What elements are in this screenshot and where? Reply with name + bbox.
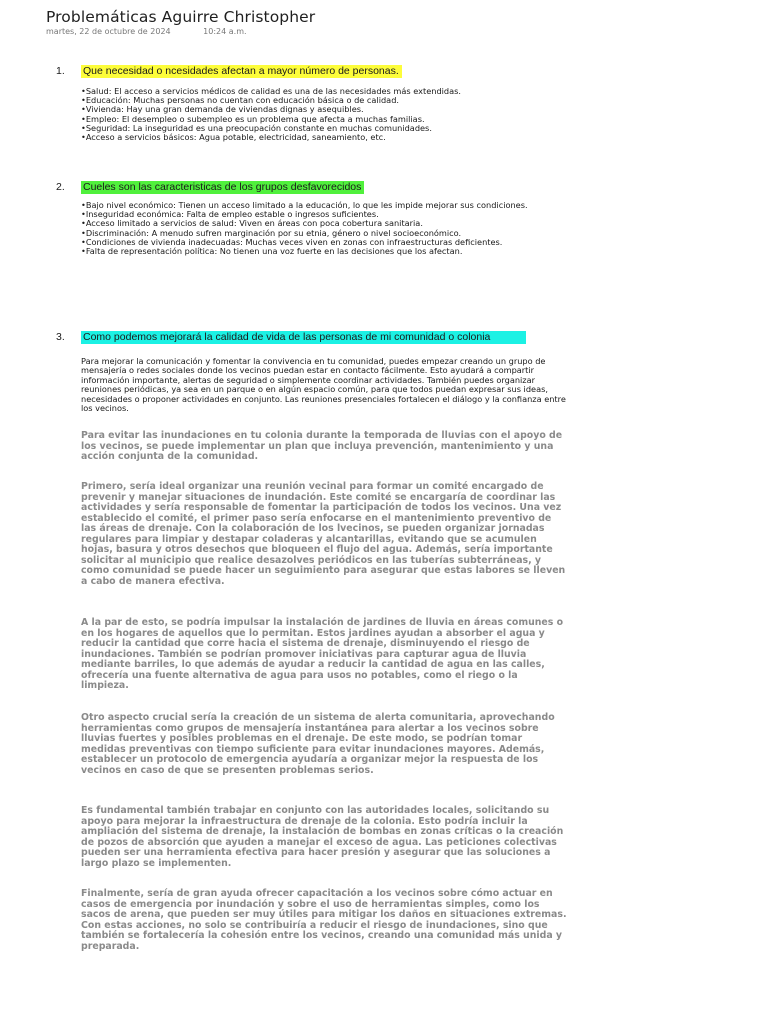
- list-item: •Inseguridad económica: Falta de empleo estable o ingresos suficientes.: [81, 209, 379, 220]
- answer-paragraph: Es fundamental también trabajar en conjunto con las autoridades locales, solicitando su apoyo para mejorar la infraestructura de drenaje de la colonia. Esto podría incluir la ampliación del sistema de drenaje, la instalación de bombas en zonas críticas o la creación de pozos de absorción que ayuden a manejar el exceso de agua. Las peticiones colectivas pueden ser una herramienta efectiva para hacer presión y asegurar que las soluciones a largo plazo se implementen.: [81, 805, 564, 869]
- question-1-text: Que necesidad o ncesidades afectan a mayor número de personas.: [81, 65, 402, 78]
- answer-paragraph: Para evitar las inundaciones en tu colonia durante la temporada de lluvias con el apoyo de los vecinos, se puede implementar un plan que incluya prevención, mantenimiento y una acción conjunta de la comunidad.: [81, 430, 563, 462]
- list-item: •Condiciones de vivienda inadecuadas: Muchas veces viven en zonas con infraestructuras deficientes.: [81, 236, 503, 247]
- question-3-intro: Para mejorar la comunicación y fomentar la convivencia en tu comunidad, puedes empezar creando un grupo de mensajería o redes sociales donde los vecinos puedan estar en contacto fácilmente. Esto ayudará a compartir información importante, alertas de seguridad o simplemente coordinar actividades. También puedes organizar reuniones periódicas, ya sea en un parque o en algún espacio común, para que todos puedan expresar sus ideas, necesidades o proponer actividades en conjunto. Las reuniones presenciales fortalecen el diálogo y la confianza entre los vecinos.: [81, 356, 566, 414]
- note-time: 10:24 a.m.: [203, 27, 247, 36]
- note-title[interactable]: Problemáticas Aguirre Christopher: [46, 8, 316, 26]
- list-item: •Falta de representación política: No tienen una voz fuerte en las decisiones que los afectan.: [81, 246, 463, 257]
- answer-paragraph: Otro aspecto crucial sería la creación de un sistema de alerta comunitaria, aprovechando herramientas como grupos de mensajería instantánea para alertar a los vecinos sobre lluvias fuertes y posibles problemas en el drenaje. De este modo, se podrían tomar medidas preventivas con tiempo suficiente para evitar inundaciones mayores. Además, establecer un protocolo de emergencia ayudaría a organizar mejor la respuesta de los vecinos en caso de que se presenten problemas serios.: [81, 712, 555, 776]
- question-3-number: 3.: [56, 331, 65, 343]
- answer-paragraph: Primero, sería ideal organizar una reunión vecinal para formar un comité encargado de prevenir y manejar situaciones de inundación. Este comité se encargaría de coordinar las actividades y sería responsable de fomentar la participación de todos los vecinos. Una vez establecido el comité, el primer paso sería enfocarse en el mantenimiento preventivo de las áreas de drenaje. Con la colaboración de los lvecinos, se pueden organizar jornadas regulares para limpiar y destapar coladeras y alcantarillas, evitando que se acumulen hojas, basura y otros desechos que bloqueen el flujo del agua. Además, sería importante solicitar al municipio que realice desazolves periódicos en las tuberías subterráneas, y como comunidad se puede hacer un seguimiento para asegurar que estas labores se lleven a cabo de manera efectiva.: [81, 481, 566, 587]
- list-item: •Vivienda: Hay una gran demanda de viviendas dignas y asequibles.: [81, 104, 364, 115]
- question-2-number: 2.: [56, 181, 65, 193]
- list-item: •Seguridad: La inseguridad es una preocupación constante en muchas comunidades.: [81, 122, 432, 133]
- question-3-heading[interactable]: [56, 331, 556, 344]
- list-item: •Salud: El acceso a servicios médicos de calidad es una de las necesidades más extendidas.: [81, 86, 462, 96]
- list-item: •Educación: Muchas personas no cuentan con educación básica o de calidad.: [81, 95, 399, 106]
- list-item: •Acceso limitado a servicios de salud: Viven en áreas con poca cobertura sanitaria.: [81, 218, 423, 229]
- question-1-list: [81, 87, 566, 142]
- question-2-heading[interactable]: [56, 181, 364, 194]
- question-2-list: [81, 201, 566, 256]
- note-date: martes, 22 de octubre de 2024: [46, 27, 171, 36]
- answer-paragraph: A la par de esto, se podría impulsar la instalación de jardines de lluvia en áreas comunes o en los hogares de aquellos que lo permitan. Estos jardines ayudan a absorber el agua y reducir la cantidad que corre hacia el sistema de drenaje, disminuyendo el riesgo de inundaciones. También se podrían promover iniciativas para capturar agua de lluvia mediante barriles, lo que además de ayudar a reducir la cantidad de agua en las calles, ofrecería una fuente alternativa de agua para usos no potables, como el riego o la limpieza.: [81, 617, 564, 691]
- list-item: •Bajo nivel económico: Tienen un acceso limitado a la educación, lo que les impide mejorar sus condiciones.: [81, 200, 528, 210]
- note-meta: [46, 27, 247, 36]
- list-item: •Discriminación: A menudo sufren marginación por su etnia, género o nivel socioeconómico.: [81, 227, 462, 238]
- question-2-text: Cueles son las caracteristicas de los grupos desfavorecidos: [81, 181, 364, 194]
- question-1-heading[interactable]: [56, 65, 402, 78]
- question-1-number: 1.: [56, 65, 65, 77]
- answer-paragraph: Finalmente, sería de gran ayuda ofrecer capacitación a los vecinos sobre cómo actuar en casos de emergencia por inundación y sobre el uso de herramientas simples, como los sacos de arena, que pueden ser muy útiles para mitigar los daños en situaciones extremas. Con estas acciones, no solo se contribuiría a reducir el riesgo de inundaciones, sino que también se fortalecería la cohesión entre los vecinos, creando una comunidad más unida y preparada.: [81, 888, 567, 952]
- question-3-text: Como podemos mejorará la calidad de vida de las personas de mi comunidad o colonia: [81, 331, 526, 344]
- list-item: •Acceso a servicios básicos: Agua potable, electricidad, saneamiento, etc.: [81, 132, 386, 143]
- list-item: •Empleo: El desempleo o subempleo es un problema que afecta a muchas familias.: [81, 113, 425, 124]
